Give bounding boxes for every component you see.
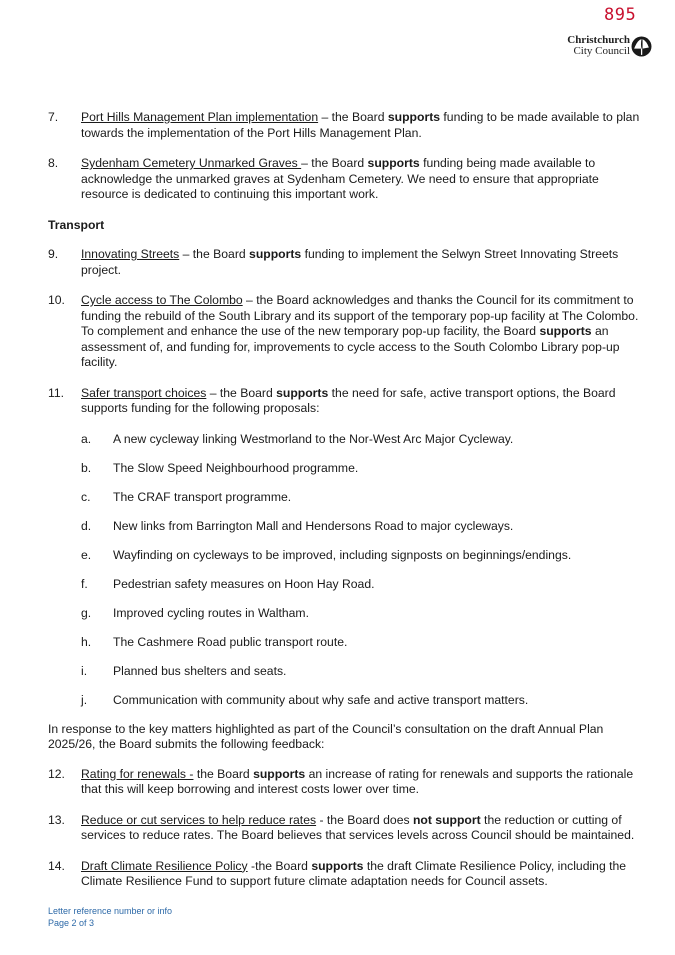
list-item-text: The CRAF transport programme. [113, 489, 292, 504]
list-item [48, 635, 648, 651]
item-number: 8. [48, 156, 59, 170]
list-item-letter: a. [81, 431, 92, 446]
item-position: supports [253, 766, 306, 781]
list-item-text: Pedestrian safety measures on Hoon Hay Road. [113, 576, 375, 591]
item-position: supports [249, 247, 302, 261]
item-text-pre: – the Board acknowledges and thanks the Council for its commitment to funding the rebuild of the South Library and its support of the temporary pop-up facility at The Colombo. To complement and enhance the use of the new temporary pop-up facility, the Board [81, 293, 639, 338]
item-text-post: an increase of rating for renewals and supports the rationale that this will keep borrowing and interest costs lower over time. [81, 766, 634, 796]
item-text-pre: the Board [193, 766, 254, 781]
item-number: 10. [48, 293, 65, 307]
item-title: Safer transport choices [81, 385, 207, 400]
list-item [48, 664, 648, 680]
item-number: 14. [48, 858, 65, 873]
footer-page-indicator: Page 2 of 3 [48, 918, 95, 928]
item-number: 13. [48, 812, 65, 827]
item-title: Innovating Streets [81, 247, 180, 261]
item-text-post: funding to be made available to plan towards the implementation of the Port Hills Management Plan. [81, 110, 640, 140]
item-text-pre: – the Board [301, 156, 368, 170]
list-item-text: A new cycleway linking Westmorland to the Nor-West Arc Major Cycleway. [113, 431, 514, 446]
item-number: 9. [48, 247, 59, 261]
list-item [48, 519, 648, 535]
list-item-letter: e. [81, 547, 92, 562]
item-text-post: the draft Climate Resilience Policy, including the Climate Resilience Fund to support future climate adaptation needs for Council assets. [81, 858, 627, 888]
logo-wordmark [567, 35, 630, 57]
list-item [48, 693, 648, 709]
transport-proposals-list [48, 432, 648, 709]
item-title: Sydenham Cemetery Unmarked Graves [81, 156, 302, 170]
list-item-letter: f. [81, 576, 88, 591]
logo-line-2: City Council [573, 45, 630, 57]
council-logo [556, 35, 656, 61]
section-heading-transport: Transport [48, 217, 105, 232]
item-position: supports [387, 110, 441, 124]
item-text-pre: – the Board [318, 110, 388, 124]
item-title: Cycle access to The Colombo [81, 293, 243, 307]
item-text-post: the need for safe, active transport options, the Board supports funding for the following proposals: [81, 385, 616, 415]
list-item-text: New links from Barrington Mall and Hendersons Road to major cycleways. [113, 518, 514, 533]
list-item [48, 606, 648, 622]
logo-line-1: Christchurch [567, 34, 630, 46]
letter-body [48, 110, 648, 905]
list-item [48, 548, 648, 564]
list-item-text: Planned bus shelters and seats. [113, 663, 287, 678]
feedback-item-8 [48, 156, 648, 203]
list-item-text: Wayfinding on cycleways to be improved, including signposts on beginnings/endings. [113, 547, 572, 562]
feedback-item-12 [48, 767, 648, 798]
list-item-text: The Cashmere Road public transport route. [113, 634, 348, 649]
item-text-pre: – the Board [179, 247, 250, 261]
item-title: Reduce or cut services to help reduce rates [81, 812, 317, 827]
list-item-letter: i. [81, 663, 88, 678]
list-item-letter: c. [81, 489, 91, 504]
item-title: Rating for renewals - [81, 766, 194, 781]
item-position: not support [412, 812, 481, 827]
item-text-pre: - the Board does [316, 812, 413, 827]
item-text-post: funding being made available to acknowledge the unmarked graves at Sydenham Cemetery. We need to ensure that appropriate resource is dedicated to continuing this important work. [81, 156, 599, 201]
list-item-text: The Slow Speed Neighbourhood programme. [113, 460, 359, 475]
list-item-text: Improved cycling routes in Waltham. [113, 605, 309, 620]
feedback-item-13 [48, 813, 648, 844]
item-number: 12. [48, 766, 65, 781]
feedback-item-11 [48, 386, 648, 417]
list-item [48, 490, 648, 506]
list-item-letter: h. [81, 634, 92, 649]
list-item-letter: g. [81, 605, 92, 620]
item-number: 7. [48, 110, 59, 124]
list-item [48, 432, 648, 448]
intro-paragraph: In response to the key matters highlighted as part of the Council’s consultation on the draft Annual Plan 2025/26, the Board submits the following feedback: [48, 721, 604, 751]
feedback-item-7 [48, 110, 648, 141]
item-text-pre: – the Board [206, 385, 277, 400]
feedback-item-14 [48, 859, 648, 890]
item-text-post: the reduction or cutting of services to reduce rates. The Board believes that services levels across Council should be maintained. [81, 812, 635, 842]
item-position: supports [276, 385, 329, 400]
item-title: Port Hills Management Plan implementation [81, 110, 319, 124]
item-position: supports [539, 324, 592, 338]
list-item-letter: d. [81, 518, 92, 533]
item-title: Draft Climate Resilience Policy [81, 858, 248, 873]
item-position: supports [367, 156, 420, 170]
page-footer [48, 905, 172, 929]
list-item [48, 461, 648, 477]
item-number: 11. [48, 385, 65, 400]
page-number: 895 [604, 5, 637, 25]
feedback-item-9 [48, 247, 648, 278]
council-emblem-icon [631, 36, 652, 57]
item-text-pre: -the Board [247, 858, 312, 873]
list-item-letter: b. [81, 460, 92, 475]
item-position: supports [311, 858, 364, 873]
feedback-item-10 [48, 293, 648, 371]
list-item [48, 577, 648, 593]
footer-reference: Letter reference number or info [48, 906, 173, 916]
list-item-letter: j. [81, 692, 88, 707]
item-text-post: an assessment of, and funding for, improvements to cycle access to the South Colombo Library pop-up facility. [81, 324, 620, 369]
item-text-post: funding to implement the Selwyn Street Innovating Streets project. [81, 247, 619, 277]
list-item-text: Communication with community about why safe and active transport matters. [113, 692, 529, 707]
